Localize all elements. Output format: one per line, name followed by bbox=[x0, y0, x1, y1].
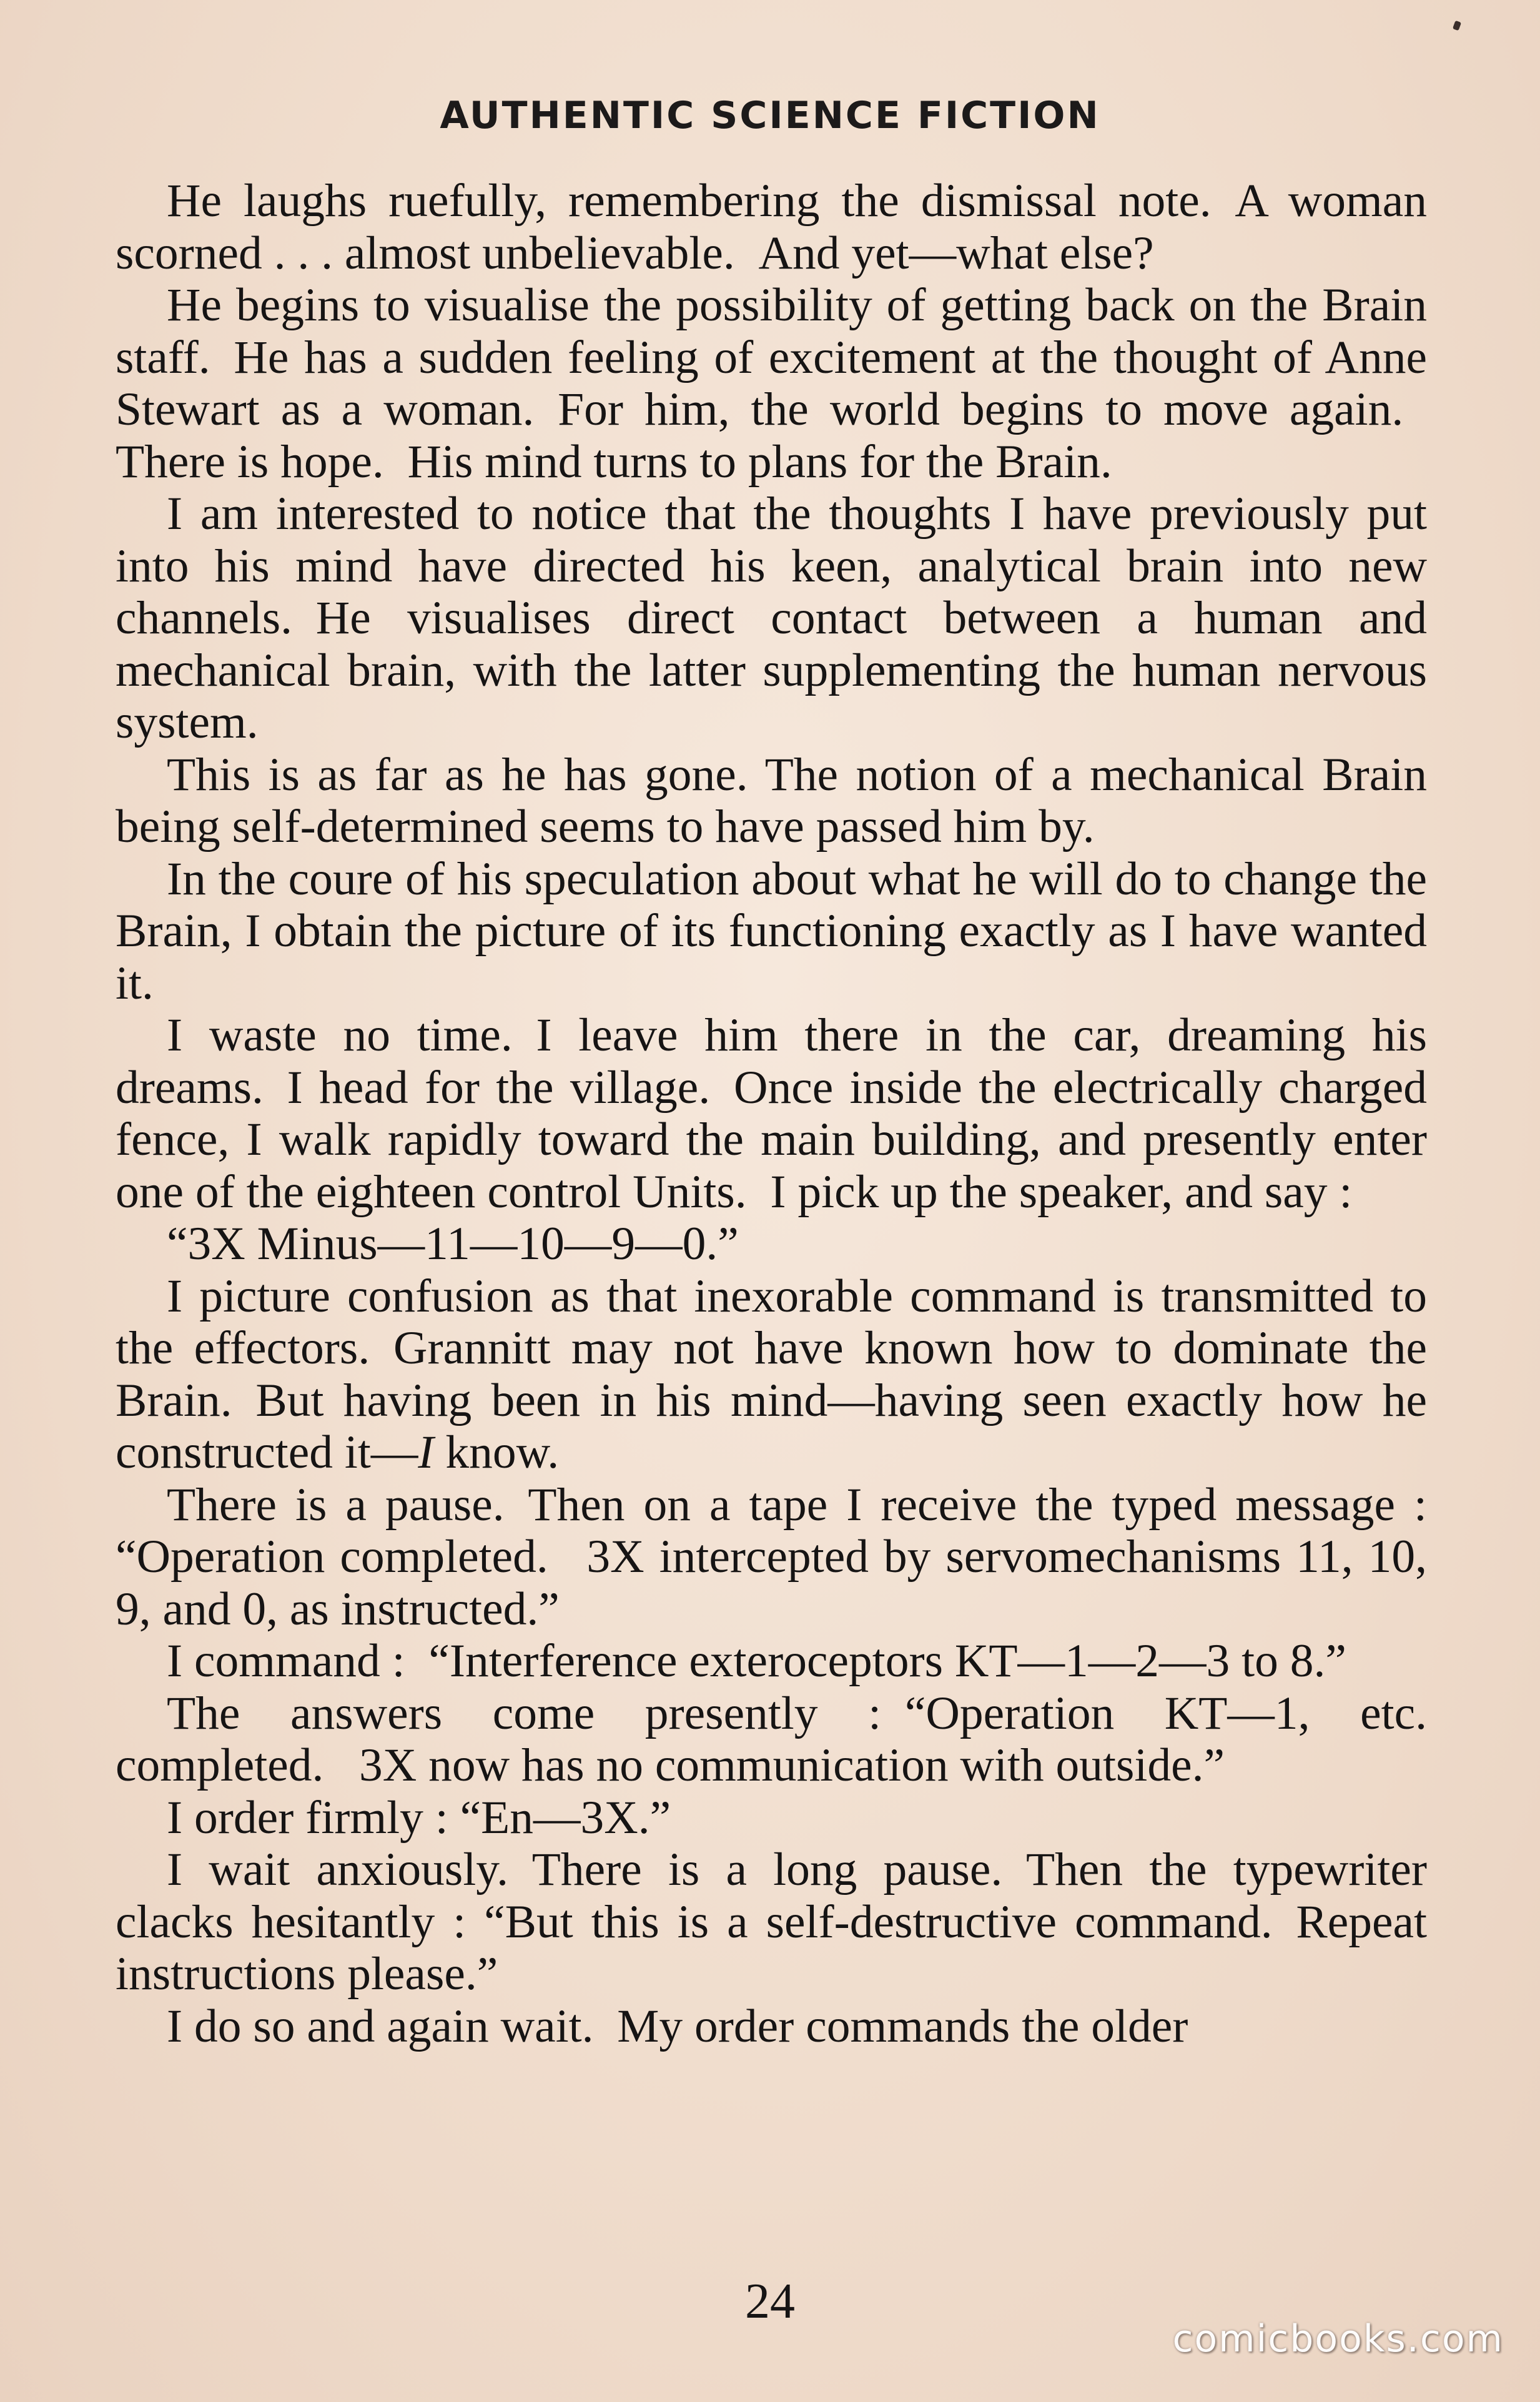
paragraph: He laughs ruefully, remembering the dismissal note. A woman scorned . . . almost unbelievable. And yet—what else? bbox=[116, 175, 1427, 279]
body-text bbox=[116, 175, 1427, 2052]
paragraph: There is a pause. Then on a tape I receive the typed message : “Operation completed. 3X intercepted by servomechanisms 11, 10, 9, and 0, as instructed.” bbox=[116, 1478, 1427, 1635]
paragraph-text: I picture confusion as that inexorable command is transmitted to the effectors. Grannitt may not have known how to dominate the Brain. But having been in his mind—having seen exactly how he constructed it— bbox=[116, 1270, 1427, 1478]
page-number: 24 bbox=[745, 2274, 795, 2329]
paragraph: I am interested to notice that the thoughts I have previously put into his mind have directed his keen, analytical brain into new channels. He visualises direct contact between a human and mechanical brain, with the latter supplementing the human nervous system. bbox=[116, 488, 1427, 748]
italic-pronoun: I bbox=[418, 1426, 434, 1478]
paragraph: I wait anxiously. There is a long pause. Then the typewriter clacks hesitantly : “But this is a self-destructive command. Repeat instructions please.” bbox=[116, 1844, 1427, 2000]
ink-speck bbox=[1453, 21, 1461, 31]
paragraph bbox=[116, 1270, 1427, 1479]
paragraph: This is as far as he has gone. The notion of a mechanical Brain being self-determined seems to have passed him by. bbox=[116, 748, 1427, 853]
paragraph: He begins to visualise the possibility of getting back on the Brain staff. He has a sudden feeling of excitement at the thought of Anne Stewart as a woman. For him, the world begins to move again. There is hope. His mind turns to plans for the Brain. bbox=[116, 279, 1427, 488]
paragraph: I order firmly : “En—3X.” bbox=[167, 1791, 671, 1844]
paragraph: I do so and again wait. My order commands the older bbox=[167, 2000, 1188, 2052]
paragraph: I command : “Interference exteroceptors KT—1—2—3 to 8.” bbox=[167, 1635, 1346, 1687]
paragraph-text: know. bbox=[433, 1426, 560, 1478]
paragraph: The answers come presently : “Operation KT—1, etc. completed. 3X now has no communication with outside.” bbox=[116, 1687, 1427, 1791]
running-head: AUTHENTIC SCIENCE FICTION bbox=[440, 94, 1100, 137]
paragraph: In the coure of his speculation about what he will do to change the Brain, I obtain the picture of its functioning exactly as I have wanted it. bbox=[116, 853, 1427, 1009]
paragraph: “3X Minus—11—10—9—0.” bbox=[167, 1218, 739, 1270]
watermark: comicbooks.com bbox=[1172, 2317, 1504, 2361]
paragraph: I waste no time. I leave him there in the car, dreaming his dreams. I head for the village. Once inside the electrically charged fence, I walk rapidly toward the main building, and presently enter one of the eighteen control Units. I pick up the speaker, and say : bbox=[116, 1009, 1427, 1218]
